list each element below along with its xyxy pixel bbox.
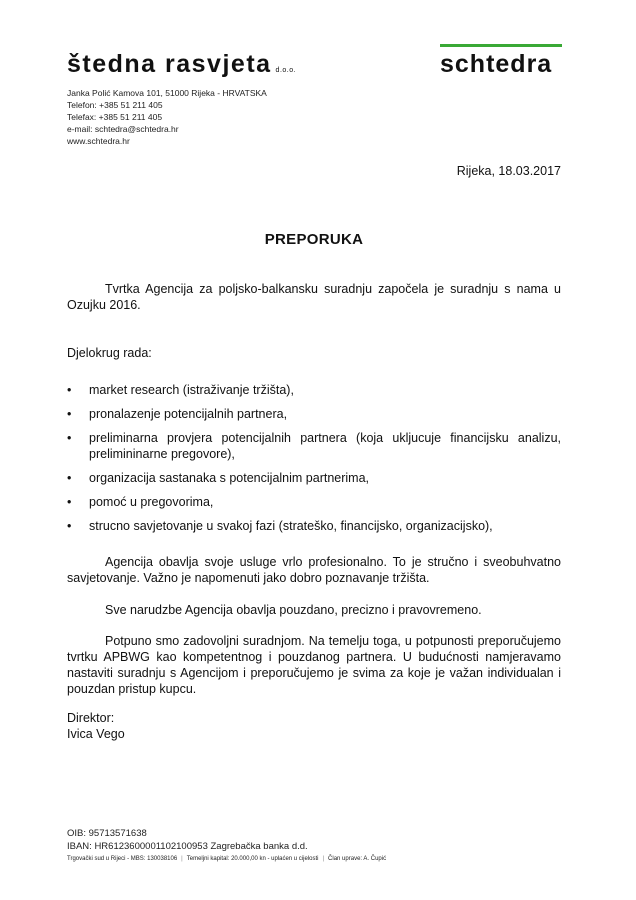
company-logo	[67, 50, 296, 79]
paragraph-quality: Agencija obavlja svoje usluge vrlo profesionalno. To je stručno i sveobuhvatno savjetovanje. Važno je napomenuti jako dobro poznavanje tržišta.	[67, 555, 561, 585]
contact-fax: Telefax: +385 51 211 405	[67, 112, 163, 122]
bullet-icon: •	[67, 383, 72, 397]
footer-capital: Temeljni kapital: 20.000,00 kn - uplaćen u cijelosti	[186, 856, 319, 862]
footer-court: Trgovački sud u Rijeci - MBS: 130038106	[67, 856, 178, 862]
company-logo-text: štedna rasvjeta	[67, 50, 272, 78]
scope-heading: Djelokrug rada:	[67, 346, 152, 360]
bullet-icon: •	[67, 495, 72, 509]
footer-iban: IBAN: HR6123600001102100953 Zagrebačka banka d.d.	[67, 841, 308, 852]
brand-logo-text: schtedra	[440, 50, 553, 78]
company-suffix: d.o.o.	[275, 67, 297, 74]
contact-email: e-mail: schtedra@schtedra.hr	[67, 124, 179, 134]
bullet-icon: •	[67, 407, 72, 421]
letter-date: Rijeka, 18.03.2017	[456, 164, 561, 178]
footer-separator: |	[181, 856, 183, 862]
footer	[67, 827, 386, 864]
bullet-icon: •	[67, 431, 72, 445]
scope-list	[67, 382, 561, 542]
footer-board-member: Član uprave: A. Čupić	[328, 856, 387, 862]
bullet-icon: •	[67, 471, 72, 485]
list-item-text: market research (istraživanje tržišta),	[89, 383, 294, 397]
list-item-text: strucno savjetovanje u svakoj fazi (strateško, financijsko, organizacijsko),	[89, 519, 493, 533]
brand-logo	[440, 44, 562, 79]
bullet-icon: •	[67, 519, 72, 533]
list-item-text: pronalazenje potencijalnih partnera,	[89, 407, 288, 421]
list-item	[67, 470, 561, 486]
paragraph-recommendation: Potpuno smo zadovoljni suradnjom. Na temelju toga, u potpunosti preporučujemo tvrtku APBWG kao kompetentnog i pouzdanog partnera. U budućnosti namjeravamo nastaviti suradnju s Agencijom i preporučujemo je svima za koje je važan individualan i pouzdan pristup kupcu.	[67, 634, 561, 696]
list-item	[67, 518, 561, 534]
list-item-text: organizacija sastanaka s potencijalnim partnerima,	[89, 471, 370, 485]
contact-website: www.schtedra.hr	[67, 136, 130, 146]
intro-paragraph: Tvrtka Agencija za poljsko-balkansku suradnju započela je suradnju s nama u Ozujku 2016.	[67, 282, 561, 312]
footer-registry	[67, 854, 386, 864]
letter-title: PREPORUKA	[264, 231, 364, 248]
signature-role: Direktor:	[67, 711, 115, 725]
footer-separator: |	[322, 856, 325, 862]
contact-address: Janka Polić Kamova 101, 51000 Rijeka - HRVATSKA	[67, 88, 267, 98]
list-item	[67, 382, 561, 398]
list-item	[67, 494, 561, 510]
paragraph-orders: Sve narudzbe Agencija obavlja pouzdano, precizno i pravovremeno.	[105, 603, 482, 617]
contact-phone: Telefon: +385 51 211 405	[67, 100, 163, 110]
signature-block	[67, 710, 561, 742]
contact-block	[67, 87, 267, 147]
brand-logo-bar	[440, 44, 562, 47]
list-item-text: pomoć u pregovorima,	[89, 495, 214, 509]
footer-oib: OIB: 95713571638	[67, 828, 147, 839]
list-item-text: preliminarna provjera potencijalnih partnera (koja ukljucuje financijsku analizu, prelimininarne pregovore),	[89, 431, 561, 461]
list-item	[67, 430, 561, 462]
list-item	[67, 406, 561, 422]
signature-name: Ivica Vego	[67, 727, 125, 741]
